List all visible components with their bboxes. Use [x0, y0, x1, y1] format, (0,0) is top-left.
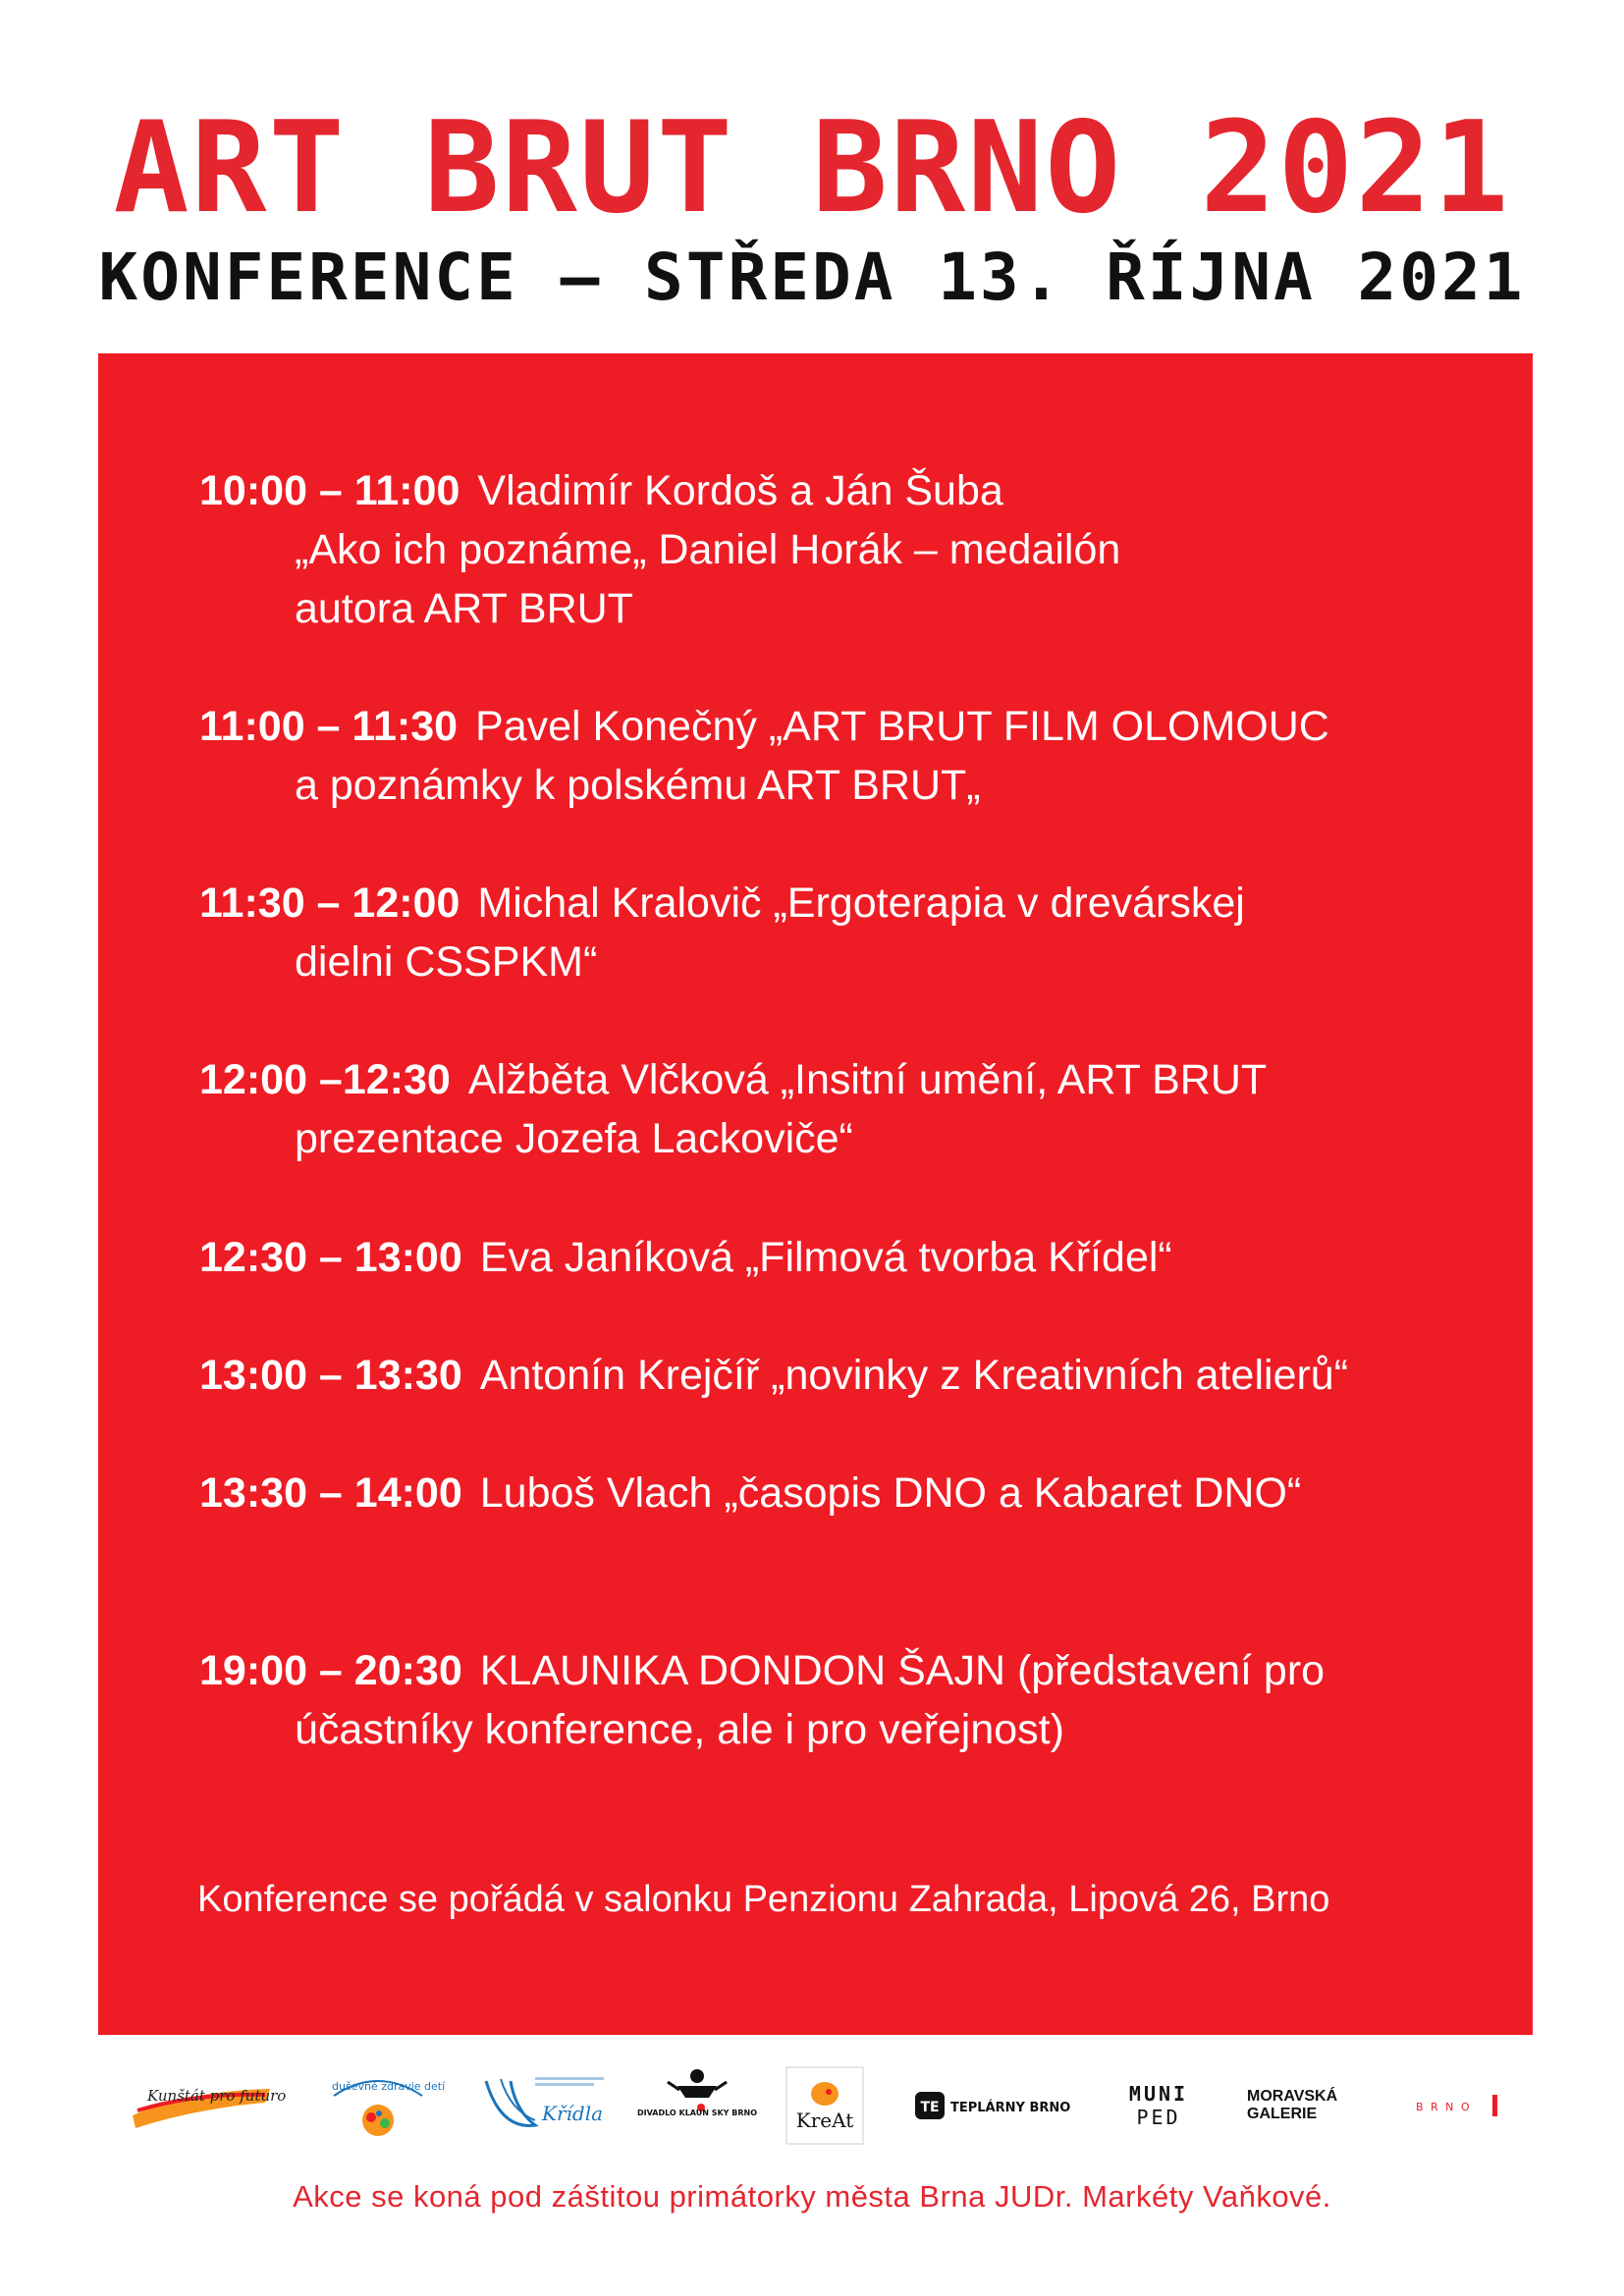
schedule-text: Eva Janíková „Filmová tvorba Křídel“: [479, 1234, 1172, 1281]
schedule-item: [199, 1228, 1172, 1287]
schedule-time: 10:00 – 11:00: [199, 467, 460, 514]
moravska-galerie-logo: [1247, 2066, 1365, 2145]
muni-logo-text: MUNI: [1128, 2082, 1189, 2106]
patronage-note: Akce se koná pod záštitou primátorky města Brna JUDr. Markéty Vaňkové.: [293, 2179, 1331, 2214]
galerie-logo-text: GALERIE: [1247, 2106, 1318, 2122]
schedule-item: [199, 874, 1245, 991]
kridla-logo-text: Křídla: [542, 2102, 604, 2125]
schedule-time: 13:00 – 13:30: [199, 1352, 462, 1399]
schedule-text-cont: a poznámky k polskému ART BRUT„: [295, 762, 981, 809]
divadlo-logo-text: DIVADLO KLAUN SKY BRNO: [636, 2108, 758, 2117]
brno-logo-text: B R N O: [1416, 2101, 1472, 2113]
svg-text:TE: TE: [920, 2100, 940, 2115]
divadlo-klaun-logo: [636, 2066, 758, 2145]
venue-note: Konference se pořádá v salonku Penzionu Zahrada, Lipová 26, Brno: [197, 1879, 1330, 1920]
kreat-logo-text: KreAt: [795, 2109, 854, 2132]
schedule-text: Pavel Konečný „ART BRUT FILM OLOMOUC: [475, 703, 1329, 750]
schedule-time: 11:30 – 12:00: [199, 880, 460, 927]
schedule-item: [199, 1464, 1301, 1522]
schedule-item: [199, 1346, 1348, 1405]
schedule-time: 12:00 –12:30: [199, 1056, 451, 1103]
schedule-text-cont: „Ako ich poznáme„ Daniel Horák – medailón: [295, 526, 1121, 573]
schedule-text: Vladimír Kordoš a Ján Šuba: [477, 467, 1003, 514]
schedule-text: Luboš Vlach „časopis DNO a Kabaret DNO“: [479, 1469, 1302, 1517]
kunstat-logo-text: Kunštát pro futuro: [147, 2087, 287, 2105]
schedule-text: Michal Kralovič „Ergoterapia v drevárskej: [477, 880, 1245, 927]
schedule-text-cont: prezentace Jozefa Lackoviče“: [295, 1115, 853, 1162]
dusevne-zdravie-logo: [324, 2066, 446, 2145]
schedule-time: 12:30 – 13:00: [199, 1234, 462, 1281]
schedule-text-cont: autora ART BRUT: [295, 585, 633, 632]
kridla-logo: [481, 2066, 609, 2145]
schedule-text: KLAUNIKA DONDON ŠAJN (představení pro: [479, 1647, 1326, 1694]
teplarny-brno-logo: [913, 2066, 1070, 2145]
schedule-item: [199, 1641, 1325, 1759]
kreat-logo: [785, 2066, 864, 2145]
schedule-item: [199, 461, 1120, 638]
brno-city-logo: [1414, 2066, 1502, 2145]
schedule-text: Antonín Krejčíř „novinky z Kreativních atelierů“: [479, 1352, 1349, 1399]
schedule-time: 13:30 – 14:00: [199, 1469, 462, 1517]
schedule-text-cont: dielni CSSPKM“: [295, 938, 598, 986]
ped-logo-text: PED: [1136, 2106, 1181, 2129]
event-title: ART BRUT BRNO 2021: [113, 95, 1511, 241]
schedule-time: 19:00 – 20:30: [199, 1647, 462, 1694]
dusevne-logo-text: duševné zdravie detí: [332, 2080, 446, 2093]
muni-ped-logo: [1119, 2066, 1198, 2145]
kunstat-logo: [128, 2066, 287, 2145]
schedule-time: 11:00 – 11:30: [199, 703, 459, 750]
partner-logos: [128, 2061, 1502, 2150]
teplarny-logo-text: TEPLÁRNY BRNO: [950, 2101, 1071, 2115]
schedule-text: Alžběta Vlčková „Insitní umění, ART BRUT: [467, 1056, 1268, 1103]
schedule-text-cont: účastníky konference, ale i pro veřejnost): [295, 1706, 1064, 1753]
moravska-logo-text: MORAVSKÁ: [1247, 2088, 1338, 2105]
program-panel: [98, 353, 1533, 2035]
schedule-item: [199, 1050, 1267, 1168]
schedule-item: [199, 697, 1329, 815]
event-subtitle: KONFERENCE — STŘEDA 13. ŘÍJNA 2021: [98, 240, 1526, 315]
